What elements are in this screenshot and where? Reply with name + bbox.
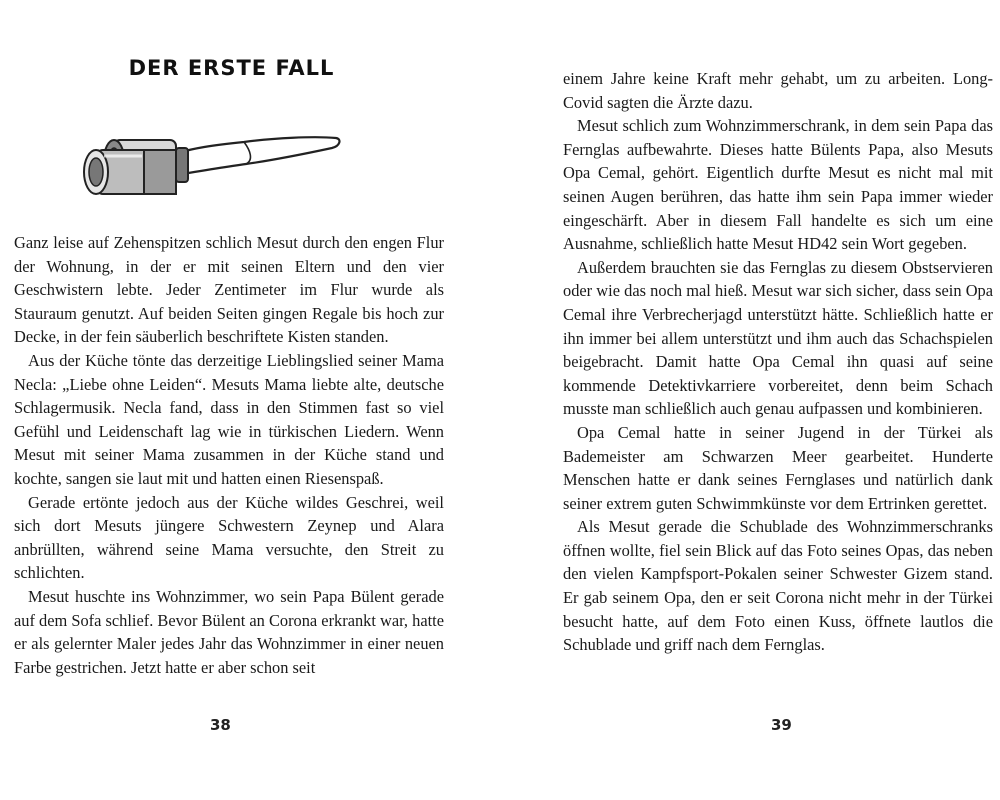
paragraph: Mesut huschte ins Wohnzimmer, wo sein Papa Bülent gerade auf dem Sofa schlief. Bevor Bülent an Corona erkrankt war, hatte er als gelernter Maler jedes Jahr das Wohnzimmer in einer neuen Farbe gestrichen. Jetzt hatte er aber schon seit xyxy=(14,586,444,677)
paragraph: einem Jahre keine Kraft mehr gehabt, um zu arbeiten. Long-Covid sagten die Ärzte dazu. xyxy=(563,69,993,112)
binoculars-illustration xyxy=(74,120,394,200)
page-number: 38 xyxy=(210,716,231,734)
paragraph: Aus der Küche tönte das derzeitige Lieblingslied seiner Mama Necla: „Liebe ohne Leiden“. Mesuts Mama liebte alte, deutsche Schlagermusik. Necla fand, dass in den Stimmen fast so viel Gefühl und Leidenschaft lag wie in türkischen Liedern. Wenn Mesut mit seiner Mama zusammen in der Küche stand und kochte, sangen sie laut mit und hatten einen Riesenspaß. xyxy=(14,350,444,488)
paragraph: Opa Cemal hatte in seiner Jugend in der Türkei als Bademeister am Schwarzen Meer gearbeitet. Hunderte Menschen hatte er dank seines Fernglases und natürlich dank seiner extrem guten Schwimmkünste vor dem Ertrinken gerettet. xyxy=(563,422,993,513)
paragraph: Mesut schlich zum Wohnzimmerschrank, in dem sein Papa das Fernglas aufbewahrte. Dieses hatte Bülents Papa, also Mesuts Opa Cemal, gehört. Eigentlich durfte Mesut es nicht mal mit seinen Augen berühren, das hatte ihm sein Papa immer wieder eingeschärft. Aber in diesem Fall handelte es sich um eine Ausnahme, schließlich hatte Mesut HD42 sein Wort gegeben. xyxy=(563,116,993,254)
page-number: 39 xyxy=(771,716,792,734)
chapter-title: DER ERSTE FALL xyxy=(128,56,335,80)
left-page-text xyxy=(14,231,444,679)
paragraph: Gerade ertönte jedoch aus der Küche wildes Geschrei, weil sich dort Mesuts jüngere Schwestern Zeynep und Alara anbrüllten, während seine Mama versuchte, den Streit zu schlichten. xyxy=(14,492,444,583)
paragraph: Ganz leise auf Zehenspitzen schlich Mesut durch den engen Flur der Wohnung, in der er mit seinen Eltern und den vier Geschwistern lebte. Jeder Zentimeter im Flur wurde als Stauraum genutzt. Auf beiden Seiten gingen Regale bis hoch zur Decke, in der fein säuberlich beschriftete Kisten standen. xyxy=(14,233,444,347)
paragraph: Außerdem brauchten sie das Fernglas zu diesem Obstservieren oder wie das noch mal hieß. Mesut war sich sicher, dass sein Opa Cemal ihre Verbrecherjagd unterstützt hätte. Schließlich hatte er ihn immer bei allem unterstützt und ihm auch das Schachspielen beigebracht. Damit hatte Opa Cemal ihn quasi auf seine kommende Detektivkarriere vorbereitet, denn beim Schach musste man schließlich auch genau aufpassen und kombinieren. xyxy=(563,257,993,419)
right-page-text xyxy=(563,67,993,657)
paragraph: Als Mesut gerade die Schublade des Wohnzimmerschranks öffnen wollte, fiel sein Blick auf das Foto seines Opas, das neben den vielen Kampfsport-Pokalen seiner Schwester Gizem stand. Er gab seinem Opa, den er seit Corona nicht mehr in der Türkei besucht hatte, auf dem Foto einen Kuss, öffnete lautlos die Schublade und griff nach dem Fernglas. xyxy=(563,517,993,655)
